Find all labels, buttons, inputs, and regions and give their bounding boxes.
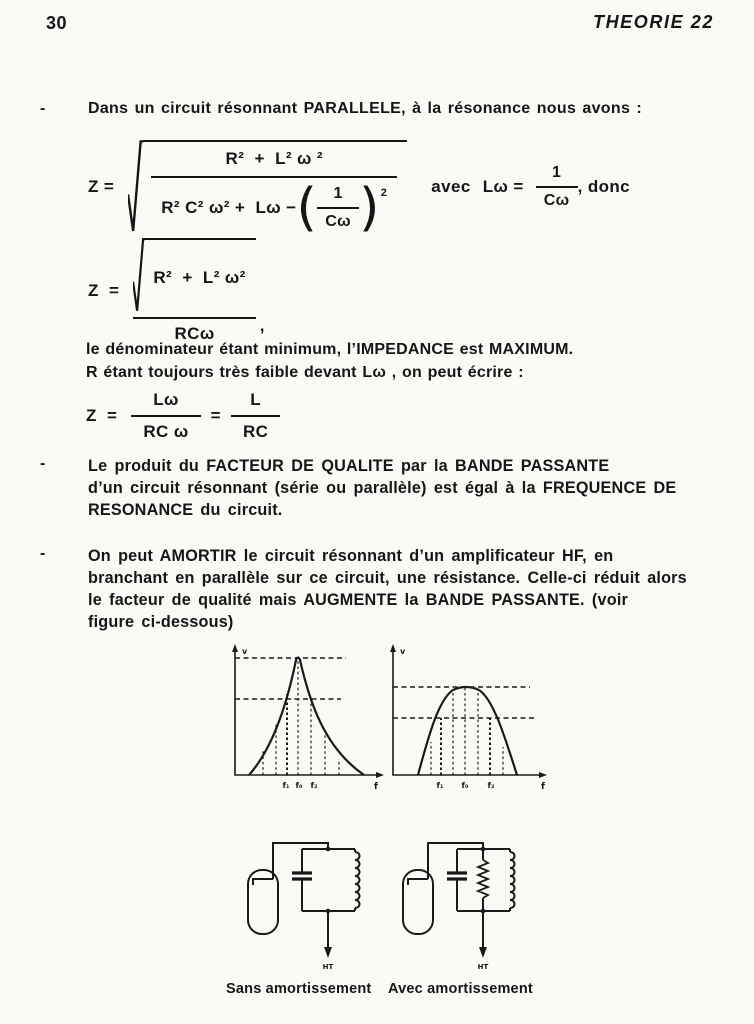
- inductor-coil-icon: [355, 852, 360, 908]
- bullet-dash: -: [40, 545, 46, 562]
- formula2-numerator: [133, 238, 255, 317]
- formula-impedance-full: [88, 140, 631, 239]
- bullet-line: le facteur de qualité mais AUGMENTE la BANDE PASSANTE. (voir: [88, 591, 629, 609]
- bullet-line: Le produit du FACTEUR DE QUALITE par la BANDE PASSANTE: [88, 457, 610, 475]
- intro-text: Dans un circuit résonnant PARALLELE, à la résonance nous avons :: [88, 100, 643, 117]
- formula-z-equals-l-over-rc: [86, 390, 280, 442]
- formula2-fraction: [133, 238, 255, 344]
- f3-den2: RC: [231, 415, 280, 442]
- left-tick-f1: f₁: [282, 781, 290, 790]
- formula1-lhs: Z =: [88, 176, 115, 196]
- avec-clause: [431, 164, 630, 210]
- avec-label: avec: [431, 176, 471, 196]
- left-tick-f0: f₀: [295, 781, 303, 790]
- quality-factor-bullet: [88, 455, 676, 521]
- lomega-equals: Lω =: [482, 176, 524, 196]
- f3-num2: L: [250, 390, 262, 409]
- sharp-resonance-curve: [249, 658, 364, 776]
- left-y-label: v: [242, 647, 248, 656]
- caption-avec-amortissement: Avec amortissement: [388, 981, 533, 997]
- right-tick-f0: f₀: [461, 781, 469, 790]
- right-tick-f2: f₂: [487, 781, 495, 790]
- paragraph-line: R étant toujours très faible devant Lω , on peut écrire :: [86, 364, 524, 381]
- ht-label: HT: [477, 963, 489, 971]
- right-graph-damped-resonance: [390, 644, 547, 778]
- capacitor-icon: [292, 873, 312, 879]
- circuit-without-damping: [248, 843, 360, 958]
- formula-impedance-simplified: [88, 238, 265, 344]
- left-tick-f2: f₂: [310, 781, 318, 790]
- junction-dot: [326, 847, 331, 852]
- sqrt-radical-icon: [133, 238, 145, 313]
- denominator-left: R² C² ω² +: [161, 198, 246, 218]
- page-header-title: THEORIE 22: [592, 12, 714, 32]
- vertical-guides: [431, 686, 503, 775]
- right-axes: [393, 650, 540, 775]
- right-tick-f1: f₁: [436, 781, 444, 790]
- f3-den1: RC ω: [131, 415, 200, 442]
- axis-arrows: [232, 644, 384, 778]
- fraction-numerator: R² + L² ω ²: [225, 149, 323, 169]
- inner-denominator: Cω: [317, 207, 359, 231]
- tube-anode-plate: [408, 879, 428, 885]
- right-y-label: v: [400, 647, 406, 656]
- main-fraction: [151, 144, 397, 239]
- page-number: 30: [46, 13, 68, 33]
- bullet-line: On peut AMORTIR le circuit résonnant d’un amplificateur HF, en: [88, 547, 614, 565]
- bullet-dash: -: [40, 100, 46, 117]
- fraction-denominator: R² C² ω² + Lω − ( $\frac{1}{C\omega}$ ) 2: [151, 176, 397, 233]
- capacitor-icon: [447, 873, 467, 879]
- one: 1: [551, 163, 562, 181]
- sqrt-content: [143, 140, 407, 239]
- axis-arrows: [390, 644, 547, 778]
- inner-numerator: 1: [333, 185, 343, 203]
- bullet-line: RESONANCE du circuit.: [88, 501, 283, 519]
- sqrt-expression: [128, 140, 407, 239]
- bullet-dash: -: [40, 455, 46, 472]
- formula2-lhs: Z =: [88, 281, 120, 300]
- comega: Cω: [536, 186, 578, 210]
- vertical-guides: [263, 660, 339, 775]
- sqrt-radical-icon: [128, 140, 143, 234]
- resistor-zigzag-icon: [478, 860, 488, 898]
- equals-sign: =: [210, 406, 221, 425]
- sqrt-content-2: R² + L² ω²: [145, 238, 255, 313]
- formula2-comma: ,: [259, 316, 265, 335]
- bullet-line: branchant en parallèle sur ce circuit, une résistance. Celle-ci réduit alors: [88, 569, 687, 587]
- impedance-paragraph: [86, 338, 573, 384]
- outer-exponent: 2: [380, 187, 388, 200]
- paragraph-line: le dénominateur étant minimum, l’IMPEDANCE est MAXIMUM.: [86, 341, 574, 358]
- tube-anode-plate: [253, 879, 273, 885]
- damped-resonance-curve: [418, 687, 517, 775]
- left-axes: [235, 650, 377, 775]
- caption-sans-amortissement: Sans amortissement: [226, 981, 372, 997]
- f3-num1: Lω: [153, 390, 179, 409]
- left-x-label: f: [374, 782, 378, 792]
- circuit-with-damping: [403, 843, 515, 958]
- one-over-comega: [536, 164, 578, 210]
- formula3-lhs: Z =: [86, 406, 118, 425]
- sqrt-expression-2: [133, 238, 255, 313]
- junction-dot: [481, 847, 486, 852]
- inductor-coil-icon: [510, 852, 515, 908]
- damping-bullet: [88, 545, 687, 633]
- formula3-fraction-2: [231, 390, 280, 442]
- arrow-down-icon: [479, 947, 487, 958]
- resonance-curves-figure: [213, 642, 553, 802]
- donc-label: , donc: [577, 176, 631, 196]
- arrow-down-icon: [324, 947, 332, 958]
- bullet-line: figure ci-dessous): [88, 613, 234, 631]
- ht-label: HT: [322, 963, 334, 971]
- circuit-schematics-figure: [230, 828, 540, 978]
- right-x-label: f: [541, 782, 545, 792]
- formula2-denominator: RCω: [133, 317, 255, 344]
- bullet-line: d’un circuit résonnant (série ou parallèle) est égal à la FREQUENCE DE: [88, 479, 677, 497]
- inner-fraction: [317, 185, 359, 231]
- left-graph-sharp-resonance: [232, 644, 384, 778]
- formula3-fraction-1: [131, 390, 200, 442]
- denominator-mid: Lω −: [245, 198, 297, 218]
